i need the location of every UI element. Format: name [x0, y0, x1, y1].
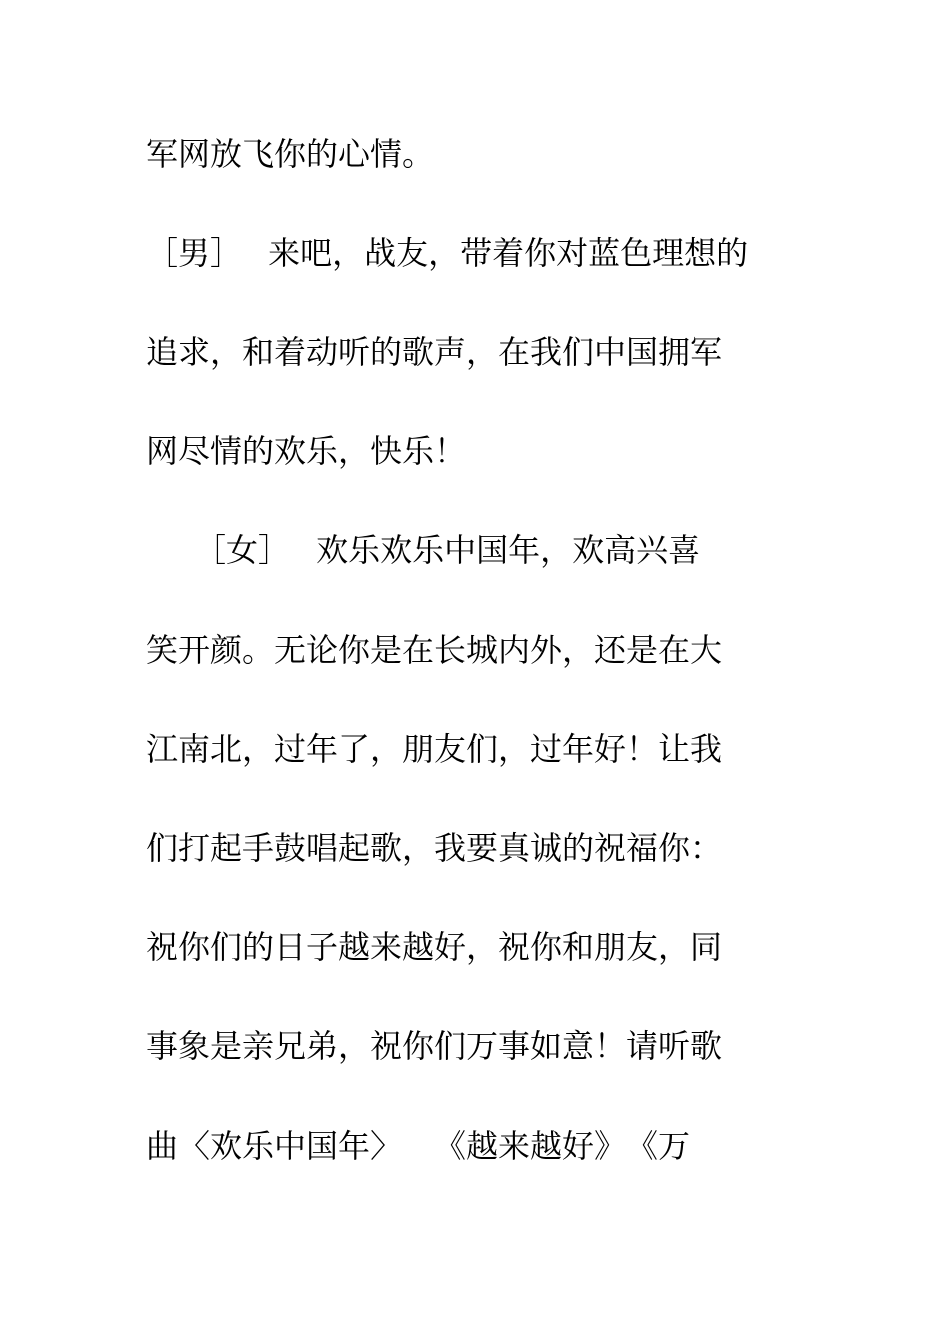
text-line: 追求，和着动听的歌声，在我们中国拥军	[146, 333, 723, 371]
text-line: 笑开颜。无论你是在长城内外，还是在大	[146, 631, 723, 669]
text-line: 军网放飞你的心情。	[146, 135, 435, 173]
text-line: 江南北，过年了，朋友们，过年好！让我	[146, 730, 723, 768]
text-line: 网尽情的欢乐，快乐！	[146, 432, 467, 470]
text-line: 祝你们的日子越来越好，祝你和朋友，同	[146, 928, 723, 966]
text-line: 事象是亲兄弟，祝你们万事如意！请听歌	[146, 1027, 723, 1065]
text-line: ［男］ 来吧，战友，带着你对蓝色理想的	[146, 234, 749, 272]
text-line: 曲〈欢乐中国年〉 《越来越好》 《万	[146, 1127, 691, 1165]
text-line: 们打起手鼓唱起歌，我要真诚的祝福你：	[146, 829, 723, 867]
text-line: ［女］ 欢乐欢乐中国年，欢高兴喜	[146, 531, 701, 569]
